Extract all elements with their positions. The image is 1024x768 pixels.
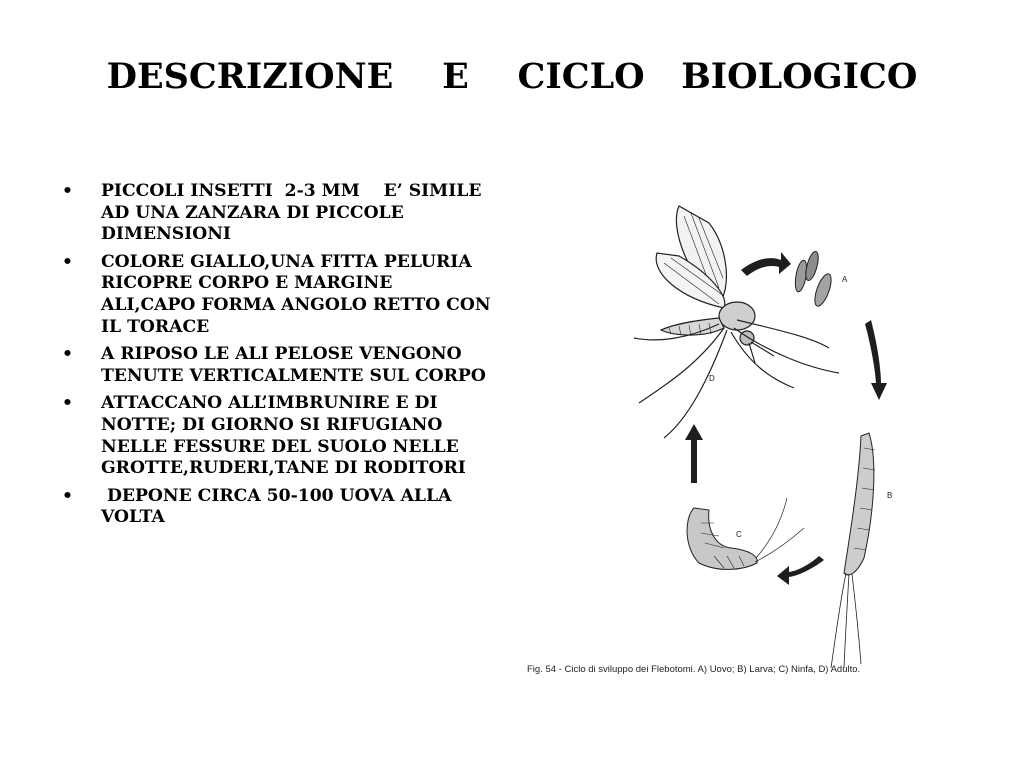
figure-caption: Fig. 54 - Ciclo di sviluppo dei Flebotomi. A) Uovo; B) Larva; C) Ninfa, D) Adulto. — [527, 664, 861, 675]
label-a: A — [842, 275, 848, 284]
bullet-icon: • — [62, 485, 73, 506]
slide-title: DESCRIZIONE E CICLO BIOLOGICO — [106, 56, 918, 97]
life-cycle-figure — [519, 178, 963, 700]
bullet-item — [62, 181, 492, 246]
bullet-text: A RIPOSO LE ALI PELOSE VENGONO TENUTE VERTICALMENTE SUL CORPO — [101, 344, 486, 386]
eggs-icon — [793, 250, 834, 308]
arrow-up-icon — [685, 424, 703, 483]
adult-sandfly-icon — [634, 206, 839, 438]
bullet-icon: • — [62, 393, 73, 414]
pupa-icon — [687, 498, 804, 569]
larva-icon — [831, 433, 875, 668]
bullet-item — [62, 251, 497, 338]
arrow-down-icon — [865, 320, 887, 400]
arrow-left-icon — [777, 556, 824, 585]
label-d: D — [709, 374, 715, 383]
bullet-icon: • — [62, 251, 73, 272]
bullet-text: DEPONE CIRCA 50-100 UOVA ALLA VOLTA — [101, 485, 458, 528]
arrow-right-icon — [741, 252, 791, 276]
bullet-icon: • — [62, 344, 73, 365]
bullet-icon: • — [62, 181, 73, 201]
label-b: B — [887, 491, 893, 500]
bullet-text: COLORE GIALLO,UNA FITTA PELURIA RICOPRE CORPO E MARGINE ALI,CAPO FORMA ANGOLO RETTO CON IL TORACE — [101, 251, 497, 337]
bullet-text: ATTACCANO ALL’IMBRUNIRE E DI NOTTE; DI GIORNO SI RIFUGIANO NELLE FESSURE DEL SUOLO NELLE GROTTE,RUDERI,TANE DI RODITORI — [101, 393, 466, 479]
label-c: C — [736, 530, 742, 539]
bullet-item — [62, 344, 492, 387]
life-cycle-illustration — [519, 178, 963, 700]
bullet-text: PICCOLI INSETTI 2-3 MM E’ SIMILE AD UNA ZANZARA DI PICCOLE DIMENSIONI — [101, 181, 488, 245]
bullet-list — [62, 181, 497, 535]
bullet-item — [62, 486, 492, 529]
bullet-item — [62, 393, 492, 479]
